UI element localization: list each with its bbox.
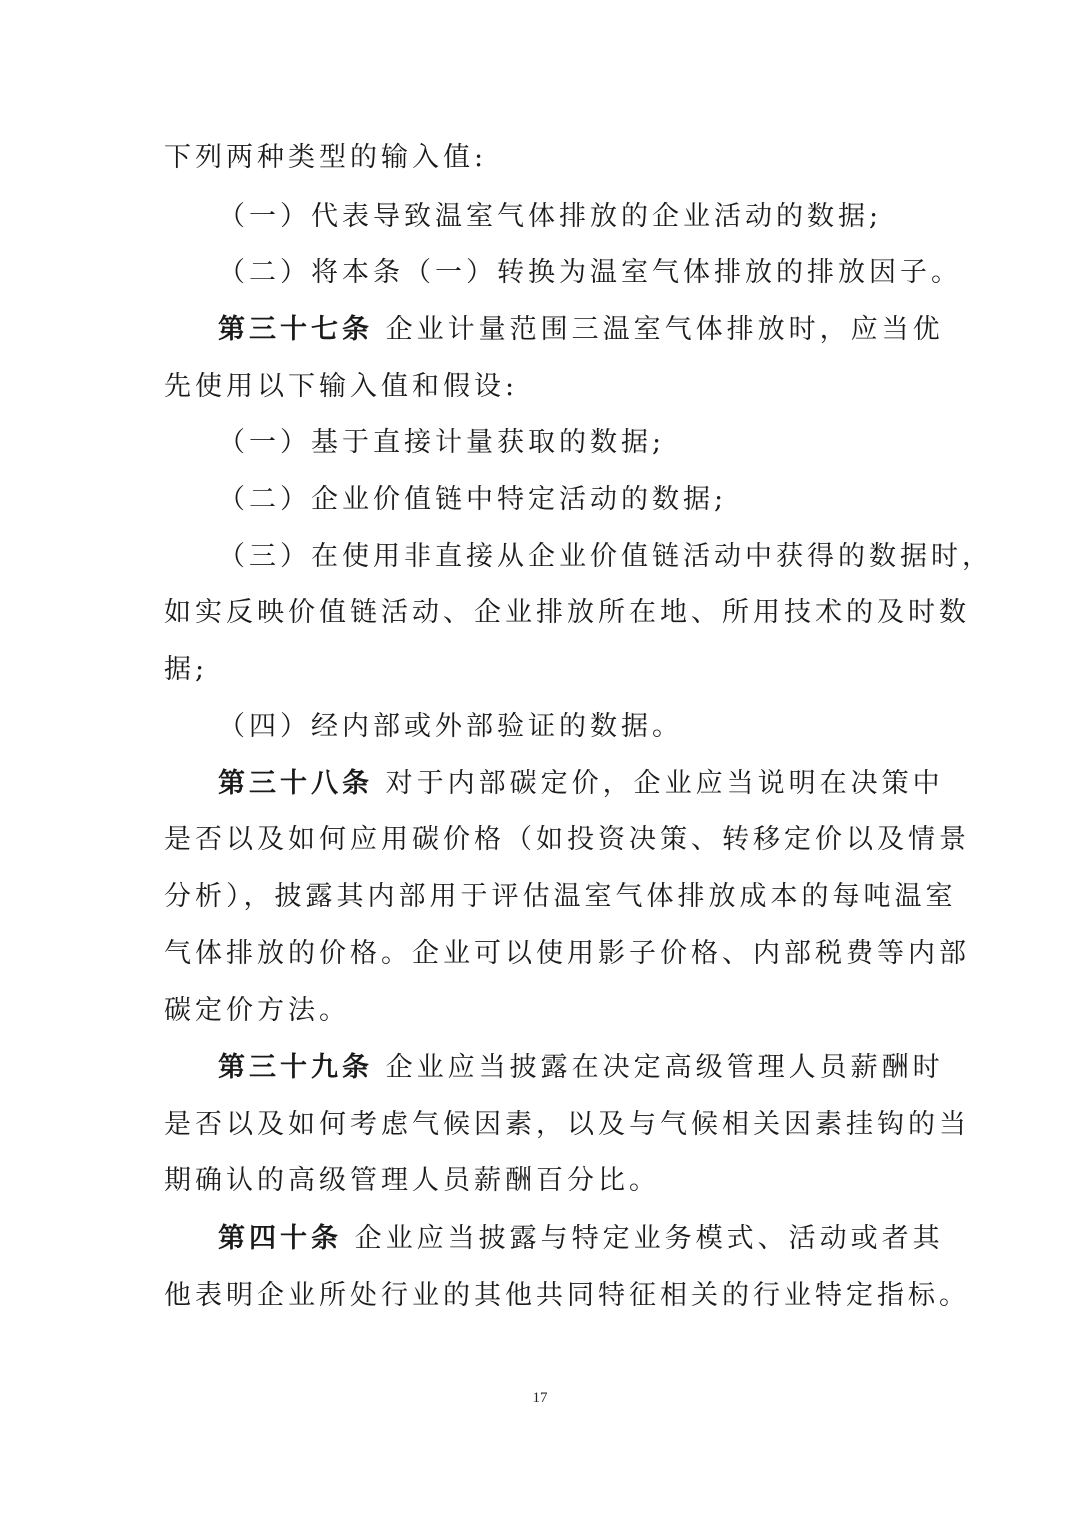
line-text: （二）企业价值链中特定活动的数据; [218,484,728,515]
text-line [0,934,1080,974]
line-text: 如实反映价值链活动、企业排放所在地、所用技术的及时数 [164,597,970,628]
article-37-line [0,310,1080,350]
text-line [0,650,1080,690]
text-line [0,423,1080,463]
text-line [0,138,1080,178]
line-text: 他表明企业所处行业的其他共同特征相关的行业特定指标。 [164,1280,970,1311]
article-39-line [0,1048,1080,1088]
line-text: 碳定价方法。 [164,995,350,1026]
line-text: （一）基于直接计量获取的数据; [218,427,666,458]
text-line [0,593,1080,633]
text-line [0,877,1080,917]
text-line [0,991,1080,1031]
article-heading: 第三十九条 [218,1052,373,1083]
text-line [0,197,1080,237]
page-number: 17 [532,1390,548,1406]
text-line [0,537,1080,577]
line-text: 企业计量范围三温室气体排放时，应当优 [385,314,944,345]
text-line [0,253,1080,293]
line-text: （四）经内部或外部验证的数据。 [218,711,683,742]
text-line [0,1161,1080,1201]
article-heading: 第三十七条 [218,314,373,345]
text-line [0,1276,1080,1316]
line-text: （三）在使用非直接从企业价值链活动中获得的数据时， [218,541,993,572]
text-line [0,707,1080,747]
text-line [0,1105,1080,1145]
line-text: 企业应当披露在决定高级管理人员薪酬时 [385,1052,944,1083]
line-text: 企业应当披露与特定业务模式、活动或者其 [354,1223,944,1254]
line-text: （一）代表导致温室气体排放的企业活动的数据; [218,201,883,232]
article-heading: 第四十条 [218,1223,342,1254]
line-text: 是否以及如何应用碳价格（如投资决策、转移定价以及情景 [164,824,970,855]
line-text: 是否以及如何考虑气候因素，以及与气候相关因素挂钩的当 [164,1109,970,1140]
text-line [0,367,1080,407]
line-text: 下列两种类型的输入值: [164,142,488,173]
line-text: 据; [164,654,209,685]
text-line [0,480,1080,520]
article-heading: 第三十八条 [218,768,373,799]
line-text: 对于内部碳定价，企业应当说明在决策中 [385,768,944,799]
line-text: 期确认的高级管理人员薪酬百分比。 [164,1165,660,1196]
article-40-line [0,1219,1080,1259]
line-text: 先使用以下输入值和假设: [164,371,519,402]
line-text: 气体排放的价格。企业可以使用影子价格、内部税费等内部 [164,938,970,969]
text-line [0,820,1080,860]
line-text: 分析），披露其内部用于评估温室气体排放成本的每吨温室 [164,881,957,912]
line-text: （二）将本条（一）转换为温室气体排放的排放因子。 [218,257,962,288]
article-38-line [0,764,1080,804]
